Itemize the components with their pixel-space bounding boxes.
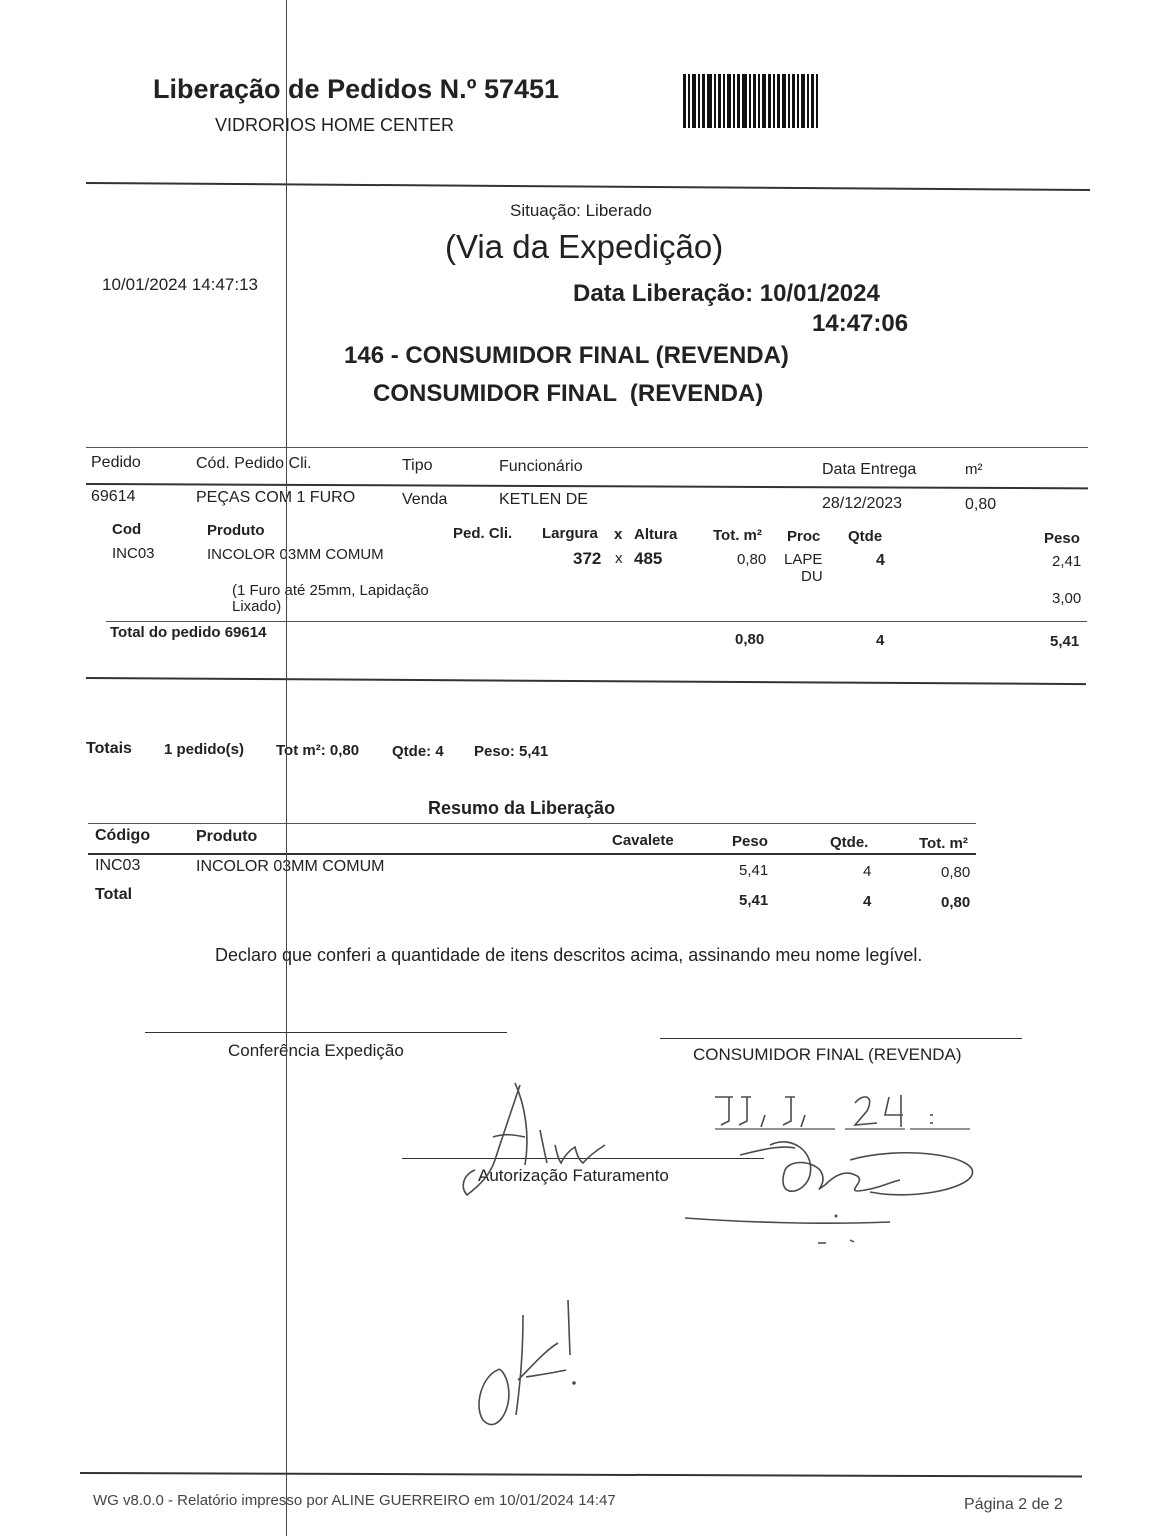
totais-qtde: Qtde: 4 (392, 743, 444, 760)
item-obs-peso: 3,00 (1052, 590, 1082, 607)
company-name: VIDRORIOS HOME CENTER (215, 115, 455, 135)
footer-page: Página 2 de 2 (964, 1496, 1063, 1513)
order-funcionario: KETLEN DE (499, 491, 588, 508)
paper-fold-line (286, 0, 287, 1536)
order-total-peso: 5,41 (1050, 633, 1080, 650)
data-liberacao: Data Liberação: 10/01/2024 (573, 280, 880, 307)
item-col-proc: Proc (787, 528, 821, 545)
order-m2: 0,80 (965, 496, 997, 513)
item-col-altura: Altura (634, 526, 678, 543)
client-line-1: 146 - CONSUMIDOR FINAL (REVENDA) (344, 342, 789, 369)
resumo-total-qtde: 4 (863, 893, 872, 910)
resumo-tot-m2: 0,80 (941, 864, 971, 881)
order-data-entrega: 28/12/2023 (822, 495, 903, 512)
signature-label-conferencia: Conferência Expedição (228, 1041, 404, 1060)
footer-printed-by: WG v8.0.0 - Relatório impresso por ALINE GUERREIRO em 10/01/2024 14:47 (93, 1492, 616, 1509)
item-col-x: x (614, 526, 623, 543)
item-col-largura: Largura (542, 525, 598, 542)
item-peso: 2,41 (1052, 553, 1082, 570)
order-total-qtde: 4 (876, 632, 885, 649)
signature-line-conferencia (145, 1032, 507, 1033)
signature-label-cliente: CONSUMIDOR FINAL (REVENDA) (693, 1045, 962, 1064)
resumo-total-peso: 5,41 (739, 892, 769, 909)
signature-label-autorizacao: Autorização Faturamento (478, 1166, 669, 1185)
item-tot-m2: 0,80 (737, 551, 767, 568)
item-col-qtde: Qtde (848, 528, 883, 545)
item-qtde: 4 (876, 552, 885, 569)
resumo-produto: INCOLOR 03MM COMUM (196, 858, 385, 875)
order-tipo: Venda (402, 491, 448, 508)
col-tipo: Tipo (402, 457, 433, 474)
order-total-m2: 0,80 (735, 631, 765, 648)
footer-line (80, 1472, 1082, 1477)
page-title: Liberação de Pedidos N.º 57451 (153, 74, 560, 104)
order-table-top-line (86, 447, 1088, 448)
item-col-peso: Peso (1044, 530, 1080, 547)
item-altura: 485 (634, 549, 663, 568)
resumo-col-codigo: Código (95, 827, 151, 844)
order-bottom-line (86, 677, 1086, 685)
col-cod-pedido-cli: Cód. Pedido Cli. (196, 455, 312, 472)
totais-peso: Peso: 5,41 (474, 743, 549, 760)
resumo-total-label: Total (95, 886, 133, 903)
item-obs-2: Lixado) (232, 598, 282, 615)
item-largura: 372 (573, 549, 602, 568)
via-label: (Via da Expedição) (445, 228, 724, 265)
item-proc-1: LAPE (784, 551, 823, 568)
resumo-col-qtde: Qtde. (830, 834, 869, 851)
printed-datetime: 10/01/2024 14:47:13 (102, 275, 258, 294)
resumo-header-line (88, 853, 976, 855)
resumo-col-peso: Peso (732, 833, 768, 850)
item-x: x (615, 550, 623, 567)
resumo-col-cavalete: Cavalete (612, 832, 674, 849)
item-col-tot-m2: Tot. m² (713, 527, 762, 544)
col-funcionario: Funcionário (499, 458, 583, 475)
item-obs-1: (1 Furo até 25mm, Lapidação (232, 582, 429, 599)
item-col-cod: Cod (112, 521, 142, 538)
item-cod: INC03 (112, 545, 155, 562)
barcode (683, 74, 861, 128)
totais-pedidos: 1 pedido(s) (164, 741, 245, 758)
item-col-produto: Produto (207, 522, 265, 539)
resumo-title: Resumo da Liberação (428, 798, 616, 818)
order-cod-pedido-cli: PEÇAS COM 1 FURO (196, 489, 356, 506)
resumo-qtde: 4 (863, 863, 872, 880)
handwritten-signature-aline (455, 1075, 635, 1205)
declaration-text: Declaro que conferi a quantidade de itens descritos acima, assinando meu nome legível. (215, 945, 923, 965)
signature-line-cliente (660, 1038, 1022, 1039)
item-col-ped-cli: Ped. Cli. (453, 525, 513, 542)
col-m2: m² (965, 461, 983, 478)
resumo-col-produto: Produto (196, 828, 258, 845)
hora-liberacao: 14:47:06 (812, 310, 909, 337)
col-pedido: Pedido (91, 454, 141, 471)
handwritten-date (705, 1085, 975, 1135)
handwritten-ok (468, 1295, 588, 1435)
totais-tot-m2: Tot m²: 0,80 (276, 742, 360, 759)
item-produto: INCOLOR 03MM COMUM (207, 546, 384, 563)
item-total-line (106, 621, 1087, 622)
header-divider (86, 182, 1090, 191)
resumo-top-line (88, 823, 976, 824)
item-proc-2: DU (801, 568, 823, 585)
order-total-label: Total do pedido 69614 (110, 624, 267, 641)
resumo-codigo: INC03 (95, 857, 141, 874)
order-pedido: 69614 (91, 488, 136, 505)
totais-label: Totais (86, 740, 132, 757)
handwritten-signature-client (680, 1130, 980, 1250)
situacao: Situação: Liberado (510, 201, 652, 220)
col-data-entrega: Data Entrega (822, 461, 917, 478)
client-line-2: CONSUMIDOR FINAL (REVENDA) (373, 380, 764, 407)
resumo-total-tot-m2: 0,80 (941, 894, 971, 911)
resumo-col-tot-m2: Tot. m² (919, 835, 968, 852)
resumo-peso: 5,41 (739, 862, 769, 879)
